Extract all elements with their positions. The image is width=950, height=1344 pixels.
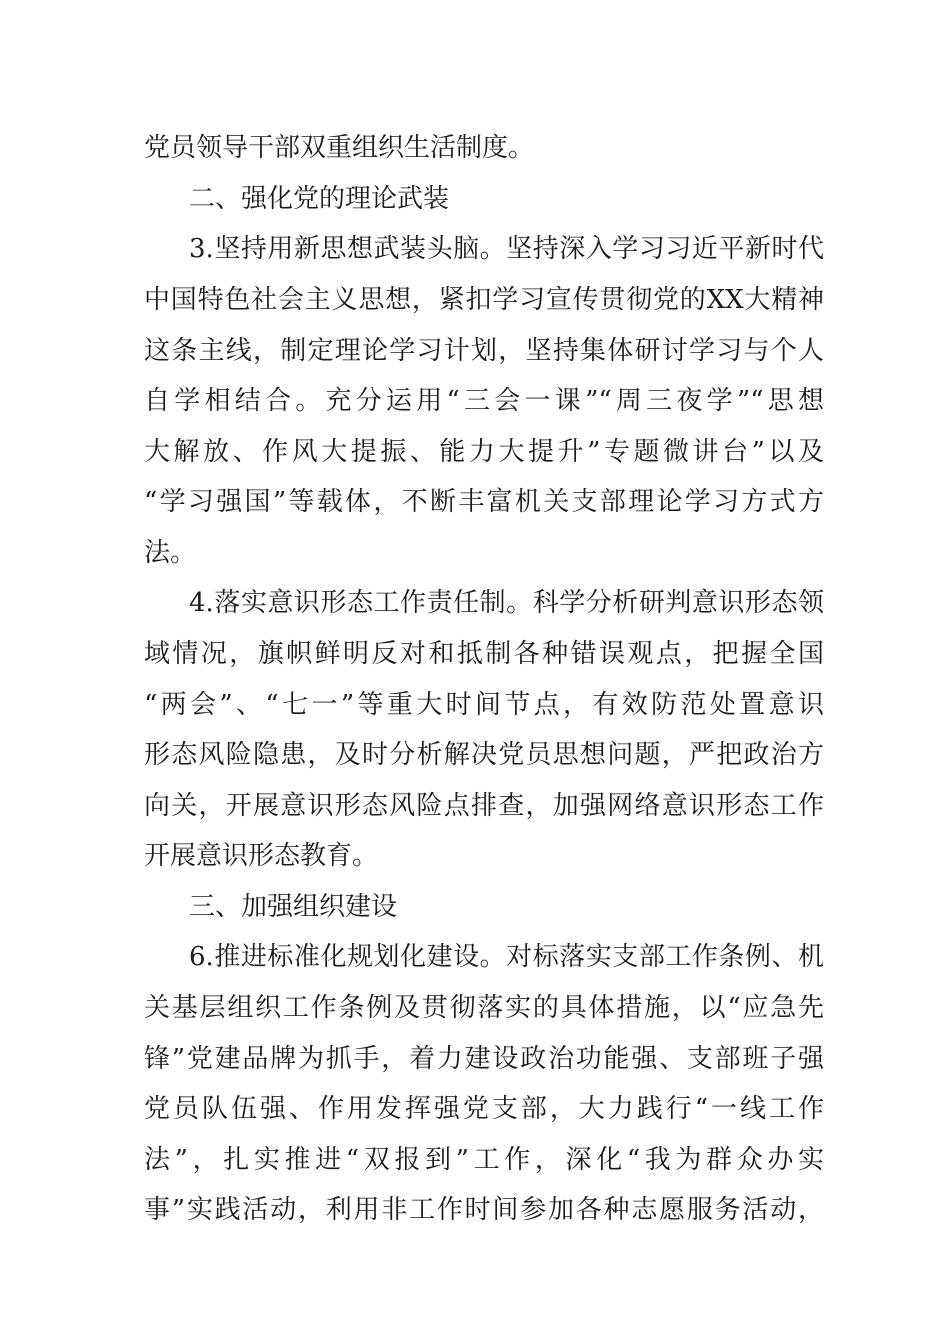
paragraph-line: 4.落实意识形态工作责任制。科学分析研判意识形态领 xyxy=(189,588,824,618)
section-heading: 二、强化党的理论武装 xyxy=(189,184,450,214)
section-heading: 三、加强组织建设 xyxy=(189,892,398,922)
paragraph-line: 党员领导干部双重组织生活制度。 xyxy=(144,133,535,163)
paragraph-line: 中国特色社会主义思想，紧扣学习宣传贯彻党的XX大精神 xyxy=(144,285,824,315)
paragraph-line: 锋”党建品牌为抓手，着力建设政治功能强、支部班子强 xyxy=(144,1044,824,1074)
paragraph-line: 域情况，旗帜鲜明反对和抵制各种错误观点，把握全国 xyxy=(144,639,824,669)
paragraph-line: 关基层组织工作条例及贯彻落实的具体措施，以“应急先 xyxy=(144,993,824,1023)
paragraph-line: 6.推进标准化规划化建设。对标落实支部工作条例、机 xyxy=(189,942,824,972)
paragraph-line: 事”实践活动，利用非工作时间参加各种志愿服务活动， xyxy=(144,1195,824,1225)
paragraph-line: 自学相结合。充分运用“三会一课”“周三夜学”“思想 xyxy=(144,386,824,416)
paragraph-line: “学习强国”等载体，不断丰富机关支部理论学习方式方 xyxy=(144,487,824,517)
paragraph-line: “两会”、“七一”等重大时间节点，有效防范处置意识 xyxy=(144,690,824,720)
paragraph-line: 这条主线，制定理论学习计划，坚持集体研讨学习与个人 xyxy=(144,336,824,366)
paragraph-line: 形态风险隐患，及时分析解决党员思想问题，严把政治方 xyxy=(144,740,824,770)
paragraph-line: 向关，开展意识形态风险点排查，加强网络意识形态工作 xyxy=(144,791,824,821)
paragraph-line: 开展意识形态教育。 xyxy=(144,841,379,871)
paragraph-line: 法”，扎实推进“双报到”工作，深化“我为群众办实 xyxy=(144,1145,824,1175)
paragraph-line: 3.坚持用新思想武装头脑。坚持深入学习习近平新时代 xyxy=(189,234,824,264)
paragraph-line: 大解放、作风大提振、能力大提升”专题微讲台”以及 xyxy=(144,437,824,467)
paragraph-line: 党员队伍强、作用发挥强党支部，大力践行“一线工作 xyxy=(144,1094,824,1124)
paragraph-line: 法。 xyxy=(144,538,197,568)
